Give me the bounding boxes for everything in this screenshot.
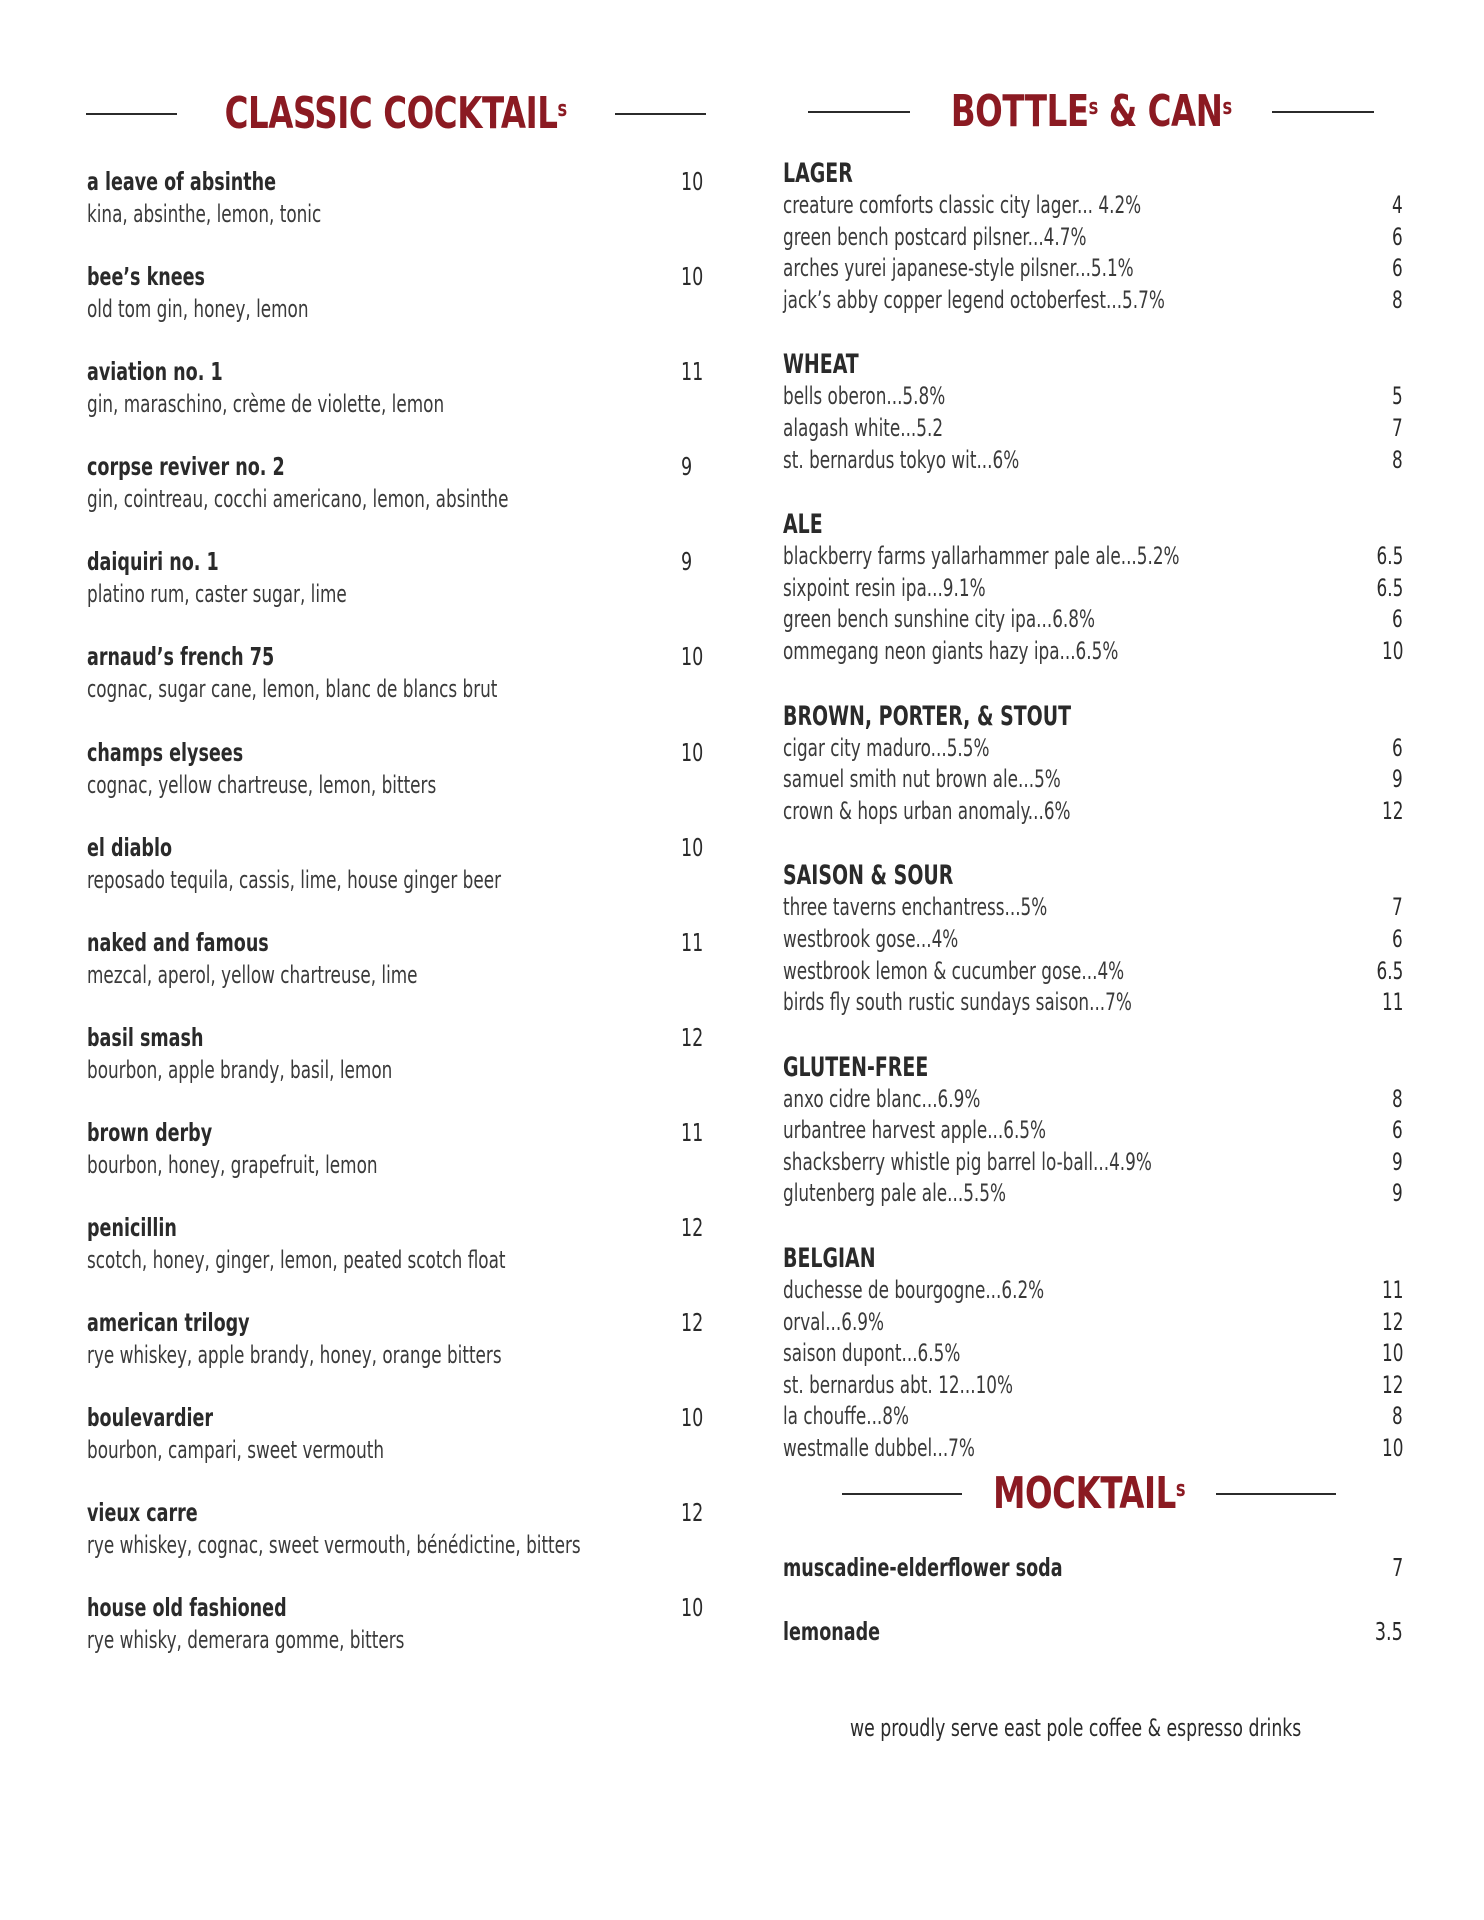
beer-name: three taverns enchantress...5% [783,893,1048,922]
beer-price: 6 [1392,733,1403,762]
cocktail-price: 10 [681,167,704,196]
cocktail-ingredients: bourbon, honey, grapefruit, lemon [87,1150,378,1179]
beer-name: green bench postcard pilsner...4.7% [783,222,1087,251]
beer-item [783,636,1403,668]
bottles-list [783,158,1403,1498]
beer-price: 9 [1392,1179,1403,1208]
beer-item [783,1115,1403,1147]
cocktail-price: 12 [681,1308,704,1338]
mocktail-name: lemonade [783,1617,881,1646]
beer-item [783,956,1403,988]
beer-price: 6.5 [1376,573,1403,602]
beer-item [783,892,1403,924]
cocktail-name: daiquiri no. 1 [87,547,219,577]
beer-price: 12 [1381,796,1403,825]
cocktails-header [86,88,706,139]
cocktail-ingredients: reposado tequila, cassis, lime, house ginger beer [87,865,501,894]
beer-price: 6 [1392,254,1403,283]
cocktail-ingredients: scotch, honey, ginger, lemon, peated scotch float [87,1246,506,1275]
beer-name: crown & hops urban anomaly...6% [783,796,1071,825]
beer-item [783,1275,1403,1307]
cocktail-price: 10 [681,737,704,767]
mocktail-item [783,1616,1403,1680]
beer-price: 5 [1392,382,1403,411]
beer-item [783,253,1403,285]
cocktail-name: corpse reviver no. 2 [87,452,285,482]
cocktail-name: american trilogy [87,1308,250,1338]
category-title: WHEAT [783,349,859,381]
cocktail-item [87,451,707,546]
beer-name: orval...6.9% [783,1307,885,1336]
cocktail-item [87,1592,707,1687]
cocktail-item [87,927,707,1022]
cocktail-ingredients: old tom gin, honey, lemon [87,295,309,324]
beer-name: birds fly south rustic sundays saison...7% [783,988,1132,1017]
mocktail-price: 3.5 [1375,1617,1403,1646]
cocktail-item [87,1402,707,1497]
cocktail-ingredients: gin, cointreau, cocchi americano, lemon, absinthe [87,485,509,514]
beer-price: 11 [1381,988,1403,1017]
cocktail-item [87,166,707,261]
bottles-header [808,86,1374,137]
beer-price: 10 [1381,1434,1403,1463]
beer-name: jack’s abby copper legend octoberfest...5.7% [783,285,1165,314]
beer-item [783,1178,1403,1210]
beer-price: 9 [1392,1147,1403,1176]
cocktail-item [87,1117,707,1212]
cocktail-name: boulevardier [87,1403,214,1433]
beer-name: samuel smith nut brown ale...5% [783,765,1061,794]
beer-name: urbantree harvest apple...6.5% [783,1116,1047,1145]
beer-name: st. bernardus tokyo wit...6% [783,445,1020,474]
cocktail-name: aviation no. 1 [87,357,223,387]
beer-price: 6.5 [1376,542,1403,571]
cocktail-price: 9 [681,547,693,577]
beer-item [783,413,1403,445]
cocktail-name: bee’s knees [87,262,205,292]
mocktail-price: 7 [1391,1553,1403,1582]
cocktail-name: house old fashioned [87,1593,287,1623]
beer-category [783,509,1403,667]
cocktail-ingredients: mezcal, aperol, yellow chartreuse, lime [87,960,418,989]
beer-category [783,701,1403,828]
category-title: ALE [783,509,823,541]
beer-item [783,190,1403,222]
cocktail-name: brown derby [87,1117,213,1147]
beer-price: 12 [1381,1370,1403,1399]
beer-price: 10 [1381,1339,1403,1368]
beer-item [783,764,1403,796]
cocktail-ingredients: rye whisky, demerara gomme, bitters [87,1626,405,1655]
beer-price: 8 [1392,445,1403,474]
beer-price: 8 [1392,1084,1403,1113]
beer-item [783,573,1403,605]
cocktail-ingredients: kina, absinthe, lemon, tonic [87,200,322,228]
mocktail-item [783,1552,1403,1616]
beer-name: la chouffe...8% [783,1402,909,1431]
beer-name: shacksberry whistle pig barrel lo-ball...4.9% [783,1147,1152,1176]
beer-price: 6 [1392,924,1403,953]
beer-name: ommegang neon giants hazy ipa...6.5% [783,636,1119,665]
beer-price: 6 [1392,605,1403,634]
beer-item [783,1433,1403,1465]
cocktail-name: arnaud’s french 75 [87,642,275,672]
cocktail-ingredients: rye whiskey, cognac, sweet vermouth, bénédictine, bitters [87,1531,581,1560]
cocktail-item [87,1497,707,1592]
cocktail-price: 12 [681,1213,704,1243]
cocktail-price: 11 [681,927,704,957]
beer-price: 7 [1392,893,1403,922]
beer-name: saison dupont...6.5% [783,1339,961,1368]
beer-name: westmalle dubbel...7% [783,1434,975,1463]
cocktail-price: 11 [681,357,704,387]
cocktails-title: CLASSIC COCKTAIL$^s$ [224,88,568,139]
cocktail-name: champs elysees [87,737,244,767]
category-title: GLUTEN-FREE [783,1051,929,1083]
cocktail-ingredients: bourbon, campari, sweet vermouth [87,1436,385,1465]
beer-price: 8 [1392,285,1403,314]
cocktail-item [87,737,707,832]
beer-item [783,381,1403,413]
beer-name: creature comforts classic city lager... 4.2% [783,191,1142,219]
cocktail-name: vieux carre [87,1498,198,1528]
beer-item [783,541,1403,573]
beer-price: 9 [1392,765,1403,794]
cocktail-ingredients: cognac, sugar cane, lemon, blanc de blancs brut [87,675,498,704]
mocktails-title: MOCKTAIL$^s$ [992,1468,1186,1519]
beer-item [783,445,1403,477]
beer-category [783,860,1403,1018]
cocktail-name: el diablo [87,832,173,862]
cocktail-name: penicillin [87,1213,177,1243]
beer-item [783,733,1403,765]
category-title: BELGIAN [783,1243,876,1275]
beer-category [783,349,1403,476]
cocktail-name: a leave of absinthe [87,167,277,196]
beer-price: 8 [1392,1402,1403,1431]
cocktail-item [87,832,707,927]
beer-category [783,1052,1403,1210]
beer-price: 6.5 [1376,956,1403,985]
beer-category [783,158,1403,316]
cocktail-price: 10 [681,832,704,862]
beer-item [783,1084,1403,1116]
cocktail-price: 10 [681,642,704,672]
cocktail-name: naked and famous [87,927,269,957]
cocktail-item [87,546,707,641]
mocktail-list [783,1552,1403,1680]
cocktail-list [87,166,707,1688]
beer-item [783,222,1403,254]
beer-name: green bench sunshine city ipa...6.8% [783,605,1095,634]
mocktail-name: muscadine-elderflower soda [783,1553,1063,1582]
cocktail-price: 11 [681,1117,704,1147]
header-rule-right [1272,111,1374,113]
beer-price: 6 [1392,222,1403,251]
cocktail-ingredients: rye whiskey, apple brandy, honey, orange bitters [87,1341,502,1370]
cocktail-ingredients: bourbon, apple brandy, basil, lemon [87,1055,393,1084]
cocktail-name: basil smash [87,1022,204,1052]
beer-item [783,924,1403,956]
bottles-title: BOTTLE$^s$ & CAN$^s$ [950,86,1232,137]
beer-price: 4 [1392,191,1403,219]
cocktail-item [87,1022,707,1117]
beer-item [783,796,1403,828]
category-title: SAISON & SOUR [783,860,954,892]
cocktail-item [87,641,707,736]
cocktail-ingredients: gin, maraschino, crème de violette, lemon [87,390,445,419]
beer-name: duchesse de bourgogne...6.2% [783,1276,1045,1305]
beer-price: 12 [1381,1307,1403,1336]
beer-price: 6 [1392,1116,1403,1145]
beer-price: 10 [1381,636,1403,665]
cocktail-price: 10 [681,1403,704,1433]
beer-item [783,285,1403,317]
category-title: BROWN, PORTER, & STOUT [783,700,1072,732]
cocktail-item [87,261,707,356]
cocktail-price: 10 [681,1593,704,1623]
beer-name: bells oberon...5.8% [783,382,946,411]
beer-name: sixpoint resin ipa...9.1% [783,573,986,602]
category-title: LAGER [783,158,853,189]
beer-name: glutenberg pale ale...5.5% [783,1179,1006,1208]
beer-name: blackberry farms yallarhammer pale ale...5.2% [783,542,1180,571]
cocktail-ingredients: cognac, yellow chartreuse, lemon, bitters [87,770,437,799]
cocktail-price: 12 [681,1498,704,1528]
beer-item [783,1307,1403,1339]
beer-price: 7 [1392,413,1403,442]
beer-item [783,1401,1403,1433]
beer-category [783,1243,1403,1465]
beer-price: 11 [1381,1276,1403,1305]
cocktail-price: 9 [681,452,693,482]
beer-name: st. bernardus abt. 12...10% [783,1370,1014,1399]
beer-item [783,1338,1403,1370]
footer-note: we proudly serve east pole coffee & espresso drinks [850,1714,1302,1742]
beer-name: cigar city maduro...5.5% [783,733,990,762]
cocktail-item [87,1307,707,1402]
cocktail-price: 10 [681,262,704,292]
cocktail-item [87,1212,707,1307]
header-rule-left [86,113,177,115]
header-rule-right [615,113,706,115]
header-rule-left [808,111,910,113]
beer-name: anxo cidre blanc...6.9% [783,1084,981,1113]
cocktail-ingredients: platino rum, caster sugar, lime [87,580,347,609]
cocktail-item [87,356,707,451]
beer-item [783,604,1403,636]
beer-name: westbrook gose...4% [783,924,959,953]
cocktail-price: 12 [681,1022,704,1052]
beer-name: westbrook lemon & cucumber gose...4% [783,956,1125,985]
beer-item [783,987,1403,1019]
beer-item [783,1370,1403,1402]
beer-name: arches yurei japanese-style pilsner...5.1% [783,254,1134,283]
beer-name: alagash white...5.2 [783,413,944,442]
beer-item [783,1147,1403,1179]
